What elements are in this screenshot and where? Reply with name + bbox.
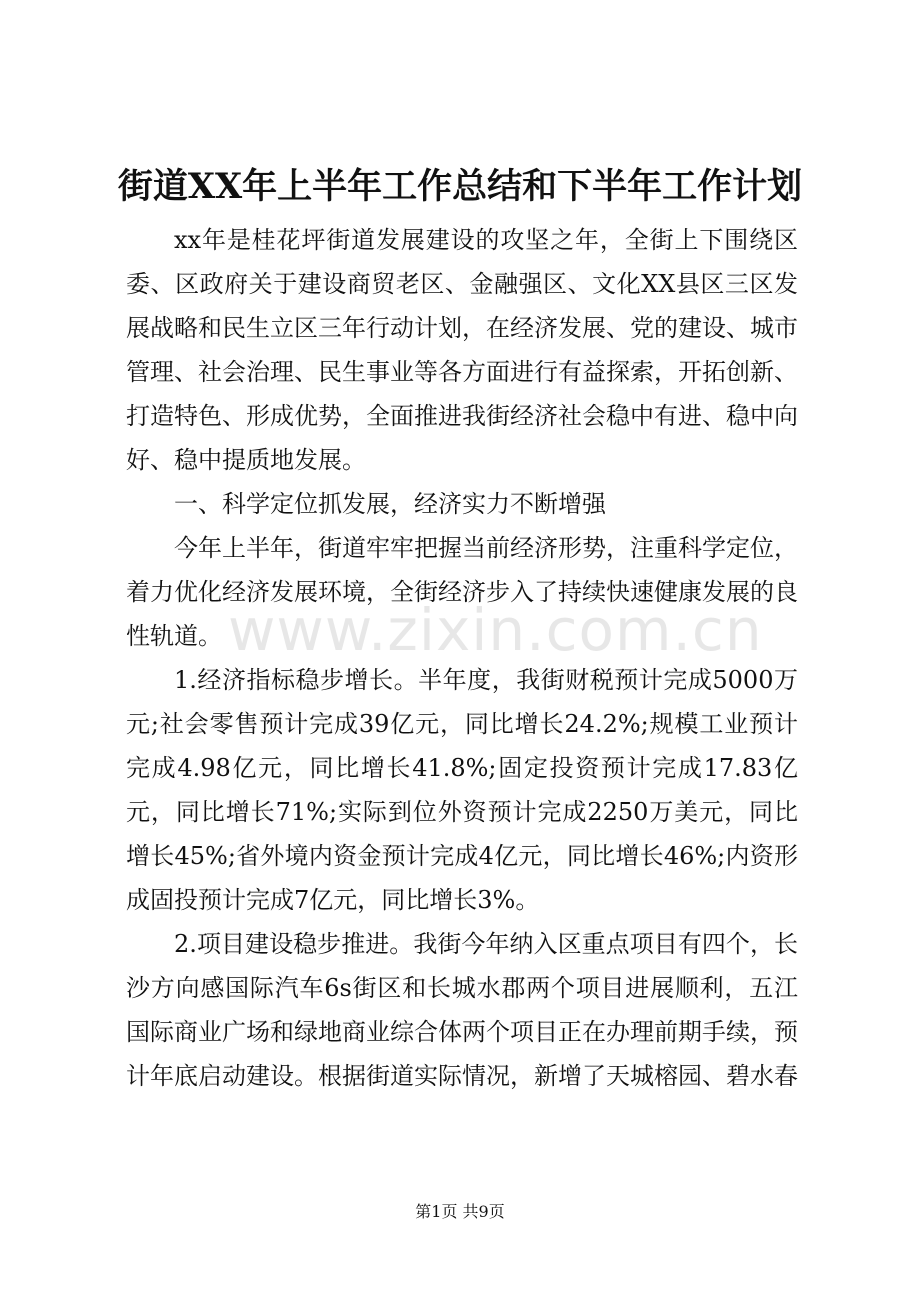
section-heading-1: 一、科学定位抓发展，经济实力不断增强 xyxy=(174,490,606,518)
paragraph-section-1: 今年上半年，街道牢牢把握当前经济形势，注重科学定位，着力优化经济发展环境，全街经济步入了持续快速健康发展的良性轨道。 xyxy=(126,534,798,650)
paragraph-intro: xx年是桂花坪街道发展建设的攻坚之年，全街上下围绕区委、区政府关于建设商贸老区、金融强区、文化XX县区三区发展战略和民生立区三年行动计划，在经济发展、党的建设、城市管理、社会治理、民生事业等各方面进行有益探索，开拓创新、打造特色、形成优势，全面推进我街经济社会稳中有进、稳中向好、稳中提质地发展。 xyxy=(126,226,798,474)
document-title: 街道XX年上半年工作总结和下半年工作计划 xyxy=(117,166,803,207)
watermark: www.zixin.com.cn xyxy=(228,596,763,664)
page-footer: 第1页 共9页 xyxy=(415,1202,505,1221)
document-body xyxy=(126,218,798,1098)
paragraph-project-construction: 2.项目建设稳步推进。我街今年纳入区重点项目有四个，长沙方向感国际汽车6s街区和长城水郡两个项目进展顺利，五江国际商业广场和绿地商业综合体两个项目正在办理前期手续，预计年底启动建设。根据街道实际情况，新增了天城榕园、碧水春 xyxy=(126,930,798,1090)
paragraph-economic-indicators: 1.经济指标稳步增长。半年度，我街财税预计完成5000万元;社会零售预计完成39亿元，同比增长24.2%;规模工业预计完成4.98亿元，同比增长41.8%;固定投资预计完成17.83亿元，同比增长71%;实际到位外资预计完成2250万美元，同比增长45%;省外境内资金预计完成4亿元，同比增长46%;内资形成固投预计完成7亿元，同比增长3%。 xyxy=(126,666,798,914)
